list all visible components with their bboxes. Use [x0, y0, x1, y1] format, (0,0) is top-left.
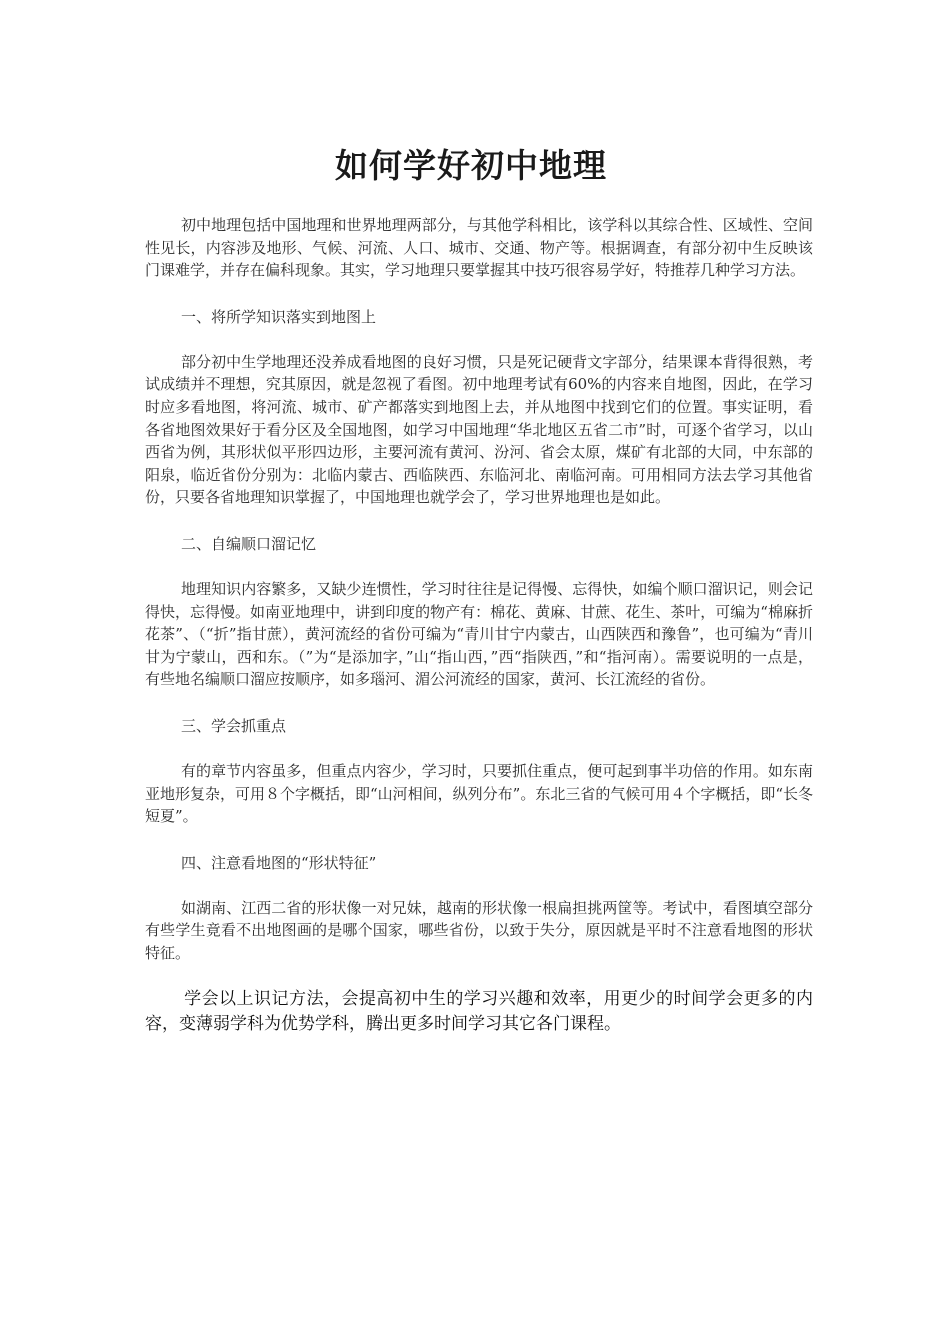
spacer — [145, 874, 813, 897]
spacer — [145, 509, 813, 533]
page-title: 如何学好初中地理 — [335, 146, 607, 185]
section-heading-3: 三、学会抓重点 — [181, 716, 287, 735]
section-body-1: 部分初中生学地理还没养成看地图的良好习惯，只是死记硬背文字部分，结果课本背得很熟，考试成绩并不理想，究其原因，就是忽视了看图。初中地理考试有60%的内容来自地图，因此，在学习时应多看地图，将河流、城市、矿产都落实到地图上去，并从地图中找到它们的位置。事实证明，看各省地图效果好于看分区及全国地图，如学习中国地理“华北地区五省二市”时，可逐个省学习，以山西省为例，其形状似平形四边形，主要河流有黄河、汾河、省会太原，煤矿有北部的大同，中东部的阳泉，临近省份分别为：北临内蒙古、西临陕西、东临河北、南临河南。可用相同方法去学习其他省份，只要各省地理知识掌握了，中国地理也就学会了，学习世界地理也是如此。 — [145, 352, 813, 507]
section-body-4: 如湖南、江西二省的形状像一对兄妹，越南的形状像一根扁担挑两筐等。考试中，看图填空部分有些学生竟看不出地图画的是哪个国家，哪些省份，以致于失分，原因就是平时不注意看地图的形状特征。 — [145, 898, 813, 962]
section-heading-1: 一、将所学知识落实到地图上 — [181, 307, 377, 326]
spacer — [145, 282, 813, 306]
spacer — [145, 555, 813, 578]
conclusion-paragraph: 学会以上识记方法，会提高初中生的学习兴趣和效率，用更少的时间学会更多的内容，变薄弱学科为优势学科，腾出更多时间学习其它各门课程。 — [145, 989, 813, 1035]
intro-paragraph: 初中地理包括中国地理和世界地理两部分，与其他学科相比，该学科以其综合性、区域性、空间性见长，内容涉及地形、气候、河流、人口、城市、交通、物产等。根据调查，有部分初中生反映该门课难学，并存在偏科现象。其实，学习地理只要掌握其中技巧很容易学好，特推荐几种学习方法。 — [145, 216, 813, 280]
spacer — [145, 964, 813, 987]
section-body-3: 有的章节内容虽多，但重点内容少，学习时，只要抓住重点，便可起到事半功倍的作用。如东南亚地形复杂，可用８个字概括，即“山河相间，纵列分布”。东北三省的气候可用４个字概括，即“长冬短夏”。 — [145, 761, 814, 826]
spacer — [145, 828, 813, 852]
spacer — [145, 328, 813, 351]
spacer — [145, 691, 813, 715]
section-heading-4: 四、注意看地图的“形状特征” — [181, 853, 377, 872]
section-heading-2: 二、自编顺口溜记忆 — [181, 534, 317, 553]
document-content — [145, 140, 813, 1037]
section-body-2: 地理知识内容繁多，又缺少连惯性，学习时往往是记得慢、忘得快，如编个顺口溜识记，则会记得快，忘得慢。如南亚地理中，讲到印度的物产有：棉花、黄麻、甘蔗、花生、茶叶，可编为“棉麻折花茶”、（“折”指甘蔗），黄河流经的省份可编为“青川甘宁内蒙古，山西陕西和豫鲁”，也可编为“青川甘为宁蒙山，西和东。（”为“是添加字，”山“指山西，”西“指陕西，”和“指河南）。需要说明的一点是，有些地名编顺口溜应按顺序，如多瑙河、湄公河流经的国家，黄河、长江流经的省份。 — [145, 579, 813, 689]
spacer — [145, 737, 813, 760]
